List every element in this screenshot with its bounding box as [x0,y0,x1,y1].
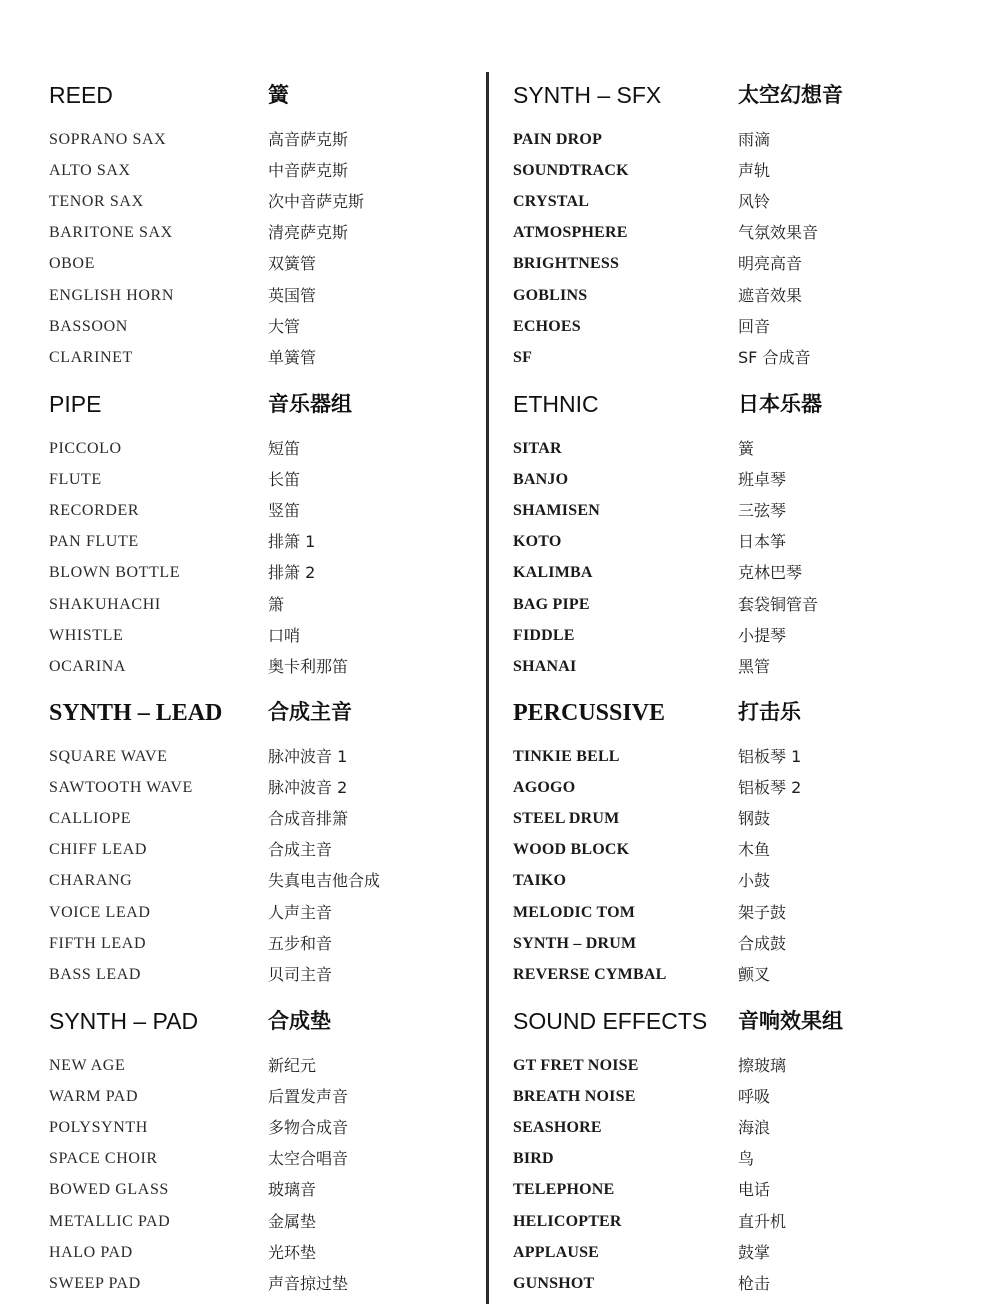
instrument-name: AGOGO [513,779,576,797]
instrument-name-zh: 木鱼 [738,840,771,860]
section-title-zh-pipe: 音乐器组 [268,392,352,416]
instrument-name: TELEPHONE [513,1181,615,1199]
instrument-name: CLARINET [49,348,133,366]
section-title-zh-synth-lead: 合成主音 [268,700,352,724]
instrument-name: NEW AGE [49,1057,126,1074]
instrument-name: FLUTE [49,471,102,489]
instrument-name: SQUARE WAVE [49,748,168,765]
instrument-name: TAIKO [513,872,567,890]
instrument-name-zh: 新纪元 [268,1056,317,1075]
instrument-name: SHAKUHACHI [49,595,161,613]
instrument-name-zh: 擦玻璃 [738,1056,787,1075]
instrument-name-zh: 次中音萨克斯 [268,192,365,212]
instrument-name: WARM PAD [49,1088,139,1106]
instrument-name-zh: 单簧管 [268,347,317,367]
instrument-name-zh: 日本筝 [738,532,787,552]
instrument-name-zh: 套袋铜管音 [738,594,819,614]
section-title-ethnic: ETHNIC [513,391,599,417]
instrument-name: STEEL DRUM [513,810,620,828]
section-title-reed: REED [49,82,113,108]
instrument-name: BARITONE SAX [49,224,173,242]
section-title-zh-synth-pad: 合成垫 [268,1009,331,1033]
instrument-name-zh: 五步和音 [268,933,333,953]
instrument-name: ECHOES [513,317,581,335]
instrument-name-zh: 铝板琴 2 [738,778,802,798]
instrument-name: RECORDER [49,502,140,520]
instrument-name-zh: 短笛 [268,439,301,458]
instrument-name: BAG PIPE [513,595,590,613]
instrument-name-zh: 枪击 [738,1273,771,1293]
instrument-name-zh: 合成音排箫 [268,809,349,829]
instrument-name-zh: 长笛 [268,470,301,490]
instrument-name: WOOD BLOCK [513,841,630,859]
instrument-name-zh: 合成鼓 [738,933,787,953]
instrument-name: SWEEP PAD [49,1274,141,1292]
column-divider [486,72,489,1304]
instrument-name: PAIN DROP [513,131,603,148]
instrument-name-zh: 小鼓 [738,871,771,891]
instrument-name: BASSOON [49,317,128,335]
instrument-name: REVERSE CYMBAL [513,965,667,983]
instrument-name-zh: 明亮高音 [738,254,803,274]
instrument-name-zh: 三弦琴 [738,501,787,521]
instrument-name-zh: 簧 [738,439,755,458]
instrument-name-zh: 清亮萨克斯 [268,223,349,243]
instrument-name: GOBLINS [513,286,588,304]
instrument-name-zh: 贝司主音 [268,964,333,984]
instrument-name-zh: 呼吸 [738,1087,771,1107]
instrument-name-zh: 人声主音 [268,902,333,922]
instrument-name-zh: 架子鼓 [738,902,787,922]
instrument-name-zh: 鼓掌 [738,1242,771,1262]
instrument-name: TINKIE BELL [513,748,620,765]
instrument-name-zh: 双簧管 [268,254,317,274]
section-title-pipe: PIPE [49,391,102,417]
instrument-name: SF [513,348,533,366]
instrument-name-zh: 回音 [738,316,771,336]
section-title-zh-percussive: 打击乐 [738,700,801,724]
instrument-name-zh: 脉冲波音 2 [268,778,348,798]
instrument-name-zh: 英国管 [268,285,317,305]
instrument-name-zh: 直升机 [738,1211,787,1231]
section-title-zh-ethnic: 日本乐器 [738,392,822,416]
instrument-name: VOICE LEAD [49,903,151,921]
instrument-name: ENGLISH HORN [49,286,174,304]
section-title-sound-effects: SOUND EFFECTS [513,1008,708,1034]
instrument-name: HELICOPTER [513,1212,622,1230]
instrument-name-zh: 口哨 [268,625,301,645]
instrument-name: GUNSHOT [513,1274,595,1292]
section-title-synth-sfx: SYNTH – SFX [513,82,662,108]
instrument-name-zh: 奥卡利那笛 [268,656,349,676]
instrument-name-zh: 排箫 1 [268,532,316,552]
instrument-name: ALTO SAX [49,162,131,180]
instrument-name-zh: 小提琴 [738,625,787,645]
instrument-name-zh: 箫 [268,594,285,614]
instrument-name: KALIMBA [513,564,593,582]
instrument-name-zh: 光环垫 [268,1242,317,1262]
instrument-name-zh: 大管 [268,316,301,336]
instrument-name: SITAR [513,440,562,457]
instrument-name-zh: 脉冲波音 1 [268,747,348,766]
instrument-name-zh: 排箫 2 [268,563,316,583]
instrument-name-zh: 风铃 [738,192,771,212]
instrument-name-zh: 班卓琴 [738,470,787,490]
instrument-name-zh: 雨滴 [738,130,771,149]
instrument-name: SYNTH – DRUM [513,934,637,952]
instrument-name-zh: 玻璃音 [268,1180,317,1200]
instrument-name: ATMOSPHERE [513,224,628,242]
instrument-name: FIDDLE [513,626,575,644]
instrument-name: OBOE [49,255,95,273]
instrument-name-zh: 中音萨克斯 [268,161,349,181]
instrument-name-zh: 气氛效果音 [738,223,819,243]
instrument-name: KOTO [513,533,562,551]
instrument-name: METALLIC PAD [49,1212,171,1230]
instrument-name: SAWTOOTH WAVE [49,779,193,797]
instrument-name-zh: 海浪 [738,1118,771,1138]
instrument-name-zh: 多物合成音 [268,1118,349,1138]
instrument-name: BANJO [513,471,569,489]
instrument-name-zh: 电话 [738,1180,771,1200]
instrument-name: CHIFF LEAD [49,841,148,859]
instrument-name-zh: 钢鼓 [738,809,771,829]
instrument-name-zh: SF 合成音 [738,347,811,367]
section-title-percussive: PERCUSSIVE [513,700,666,726]
instrument-name: SHAMISEN [513,502,600,520]
instrument-name-zh: 竖笛 [268,501,301,521]
instrument-name: SOPRANO SAX [49,131,167,148]
instrument-name: GT FRET NOISE [513,1057,639,1074]
section-title-synth-pad: SYNTH – PAD [49,1008,199,1034]
instrument-name: BIRD [513,1150,554,1168]
instrument-name: PAN FLUTE [49,533,139,551]
instrument-name: HALO PAD [49,1243,133,1261]
instrument-name-zh: 后置发声音 [268,1087,349,1107]
instrument-name: BLOWN BOTTLE [49,564,181,582]
instrument-name: MELODIC TOM [513,903,636,921]
instrument-name: SPACE CHOIR [49,1150,158,1168]
section-title-zh-sound-effects: 音响效果组 [738,1009,843,1033]
section-title-synth-lead: SYNTH – LEAD [49,700,223,726]
instrument-name-zh: 声轨 [738,161,771,181]
instrument-name: SOUNDTRACK [513,162,629,180]
instrument-name-zh: 高音萨克斯 [268,130,349,149]
instrument-name: PICCOLO [49,440,122,457]
instrument-name: FIFTH LEAD [49,934,147,952]
instrument-name: TENOR SAX [49,193,144,211]
instrument-name-zh: 金属垫 [268,1211,317,1231]
instrument-name-zh: 声音掠过垫 [268,1273,349,1293]
instrument-name-zh: 鸟 [738,1149,755,1169]
instrument-name: SHANAI [513,657,577,675]
instrument-name-zh: 遮音效果 [738,285,803,305]
instrument-name: CHARANG [49,872,133,890]
instrument-name: SEASHORE [513,1119,602,1137]
instrument-name-zh: 太空合唱音 [268,1149,349,1169]
instrument-name: BRIGHTNESS [513,255,620,273]
instrument-name: APPLAUSE [513,1243,600,1261]
instrument-name-zh: 黑管 [738,656,771,676]
instrument-name-zh: 克林巴琴 [738,563,803,583]
instrument-name: CALLIOPE [49,810,132,828]
instrument-name: BOWED GLASS [49,1181,169,1199]
instrument-name: OCARINA [49,657,127,675]
instrument-name: BREATH NOISE [513,1088,636,1106]
instrument-name: WHISTLE [49,626,124,644]
instrument-name: CRYSTAL [513,193,590,211]
instrument-name: BASS LEAD [49,965,142,983]
section-title-zh-reed: 簧 [268,83,289,107]
instrument-name-zh: 颤叉 [738,964,771,984]
section-title-zh-synth-sfx: 太空幻想音 [738,83,843,107]
instrument-name-zh: 合成主音 [268,840,333,860]
instrument-name-zh: 失真电吉他合成 [268,871,381,891]
instrument-name-zh: 铝板琴 1 [738,747,802,766]
instrument-name: POLYSYNTH [49,1119,148,1137]
